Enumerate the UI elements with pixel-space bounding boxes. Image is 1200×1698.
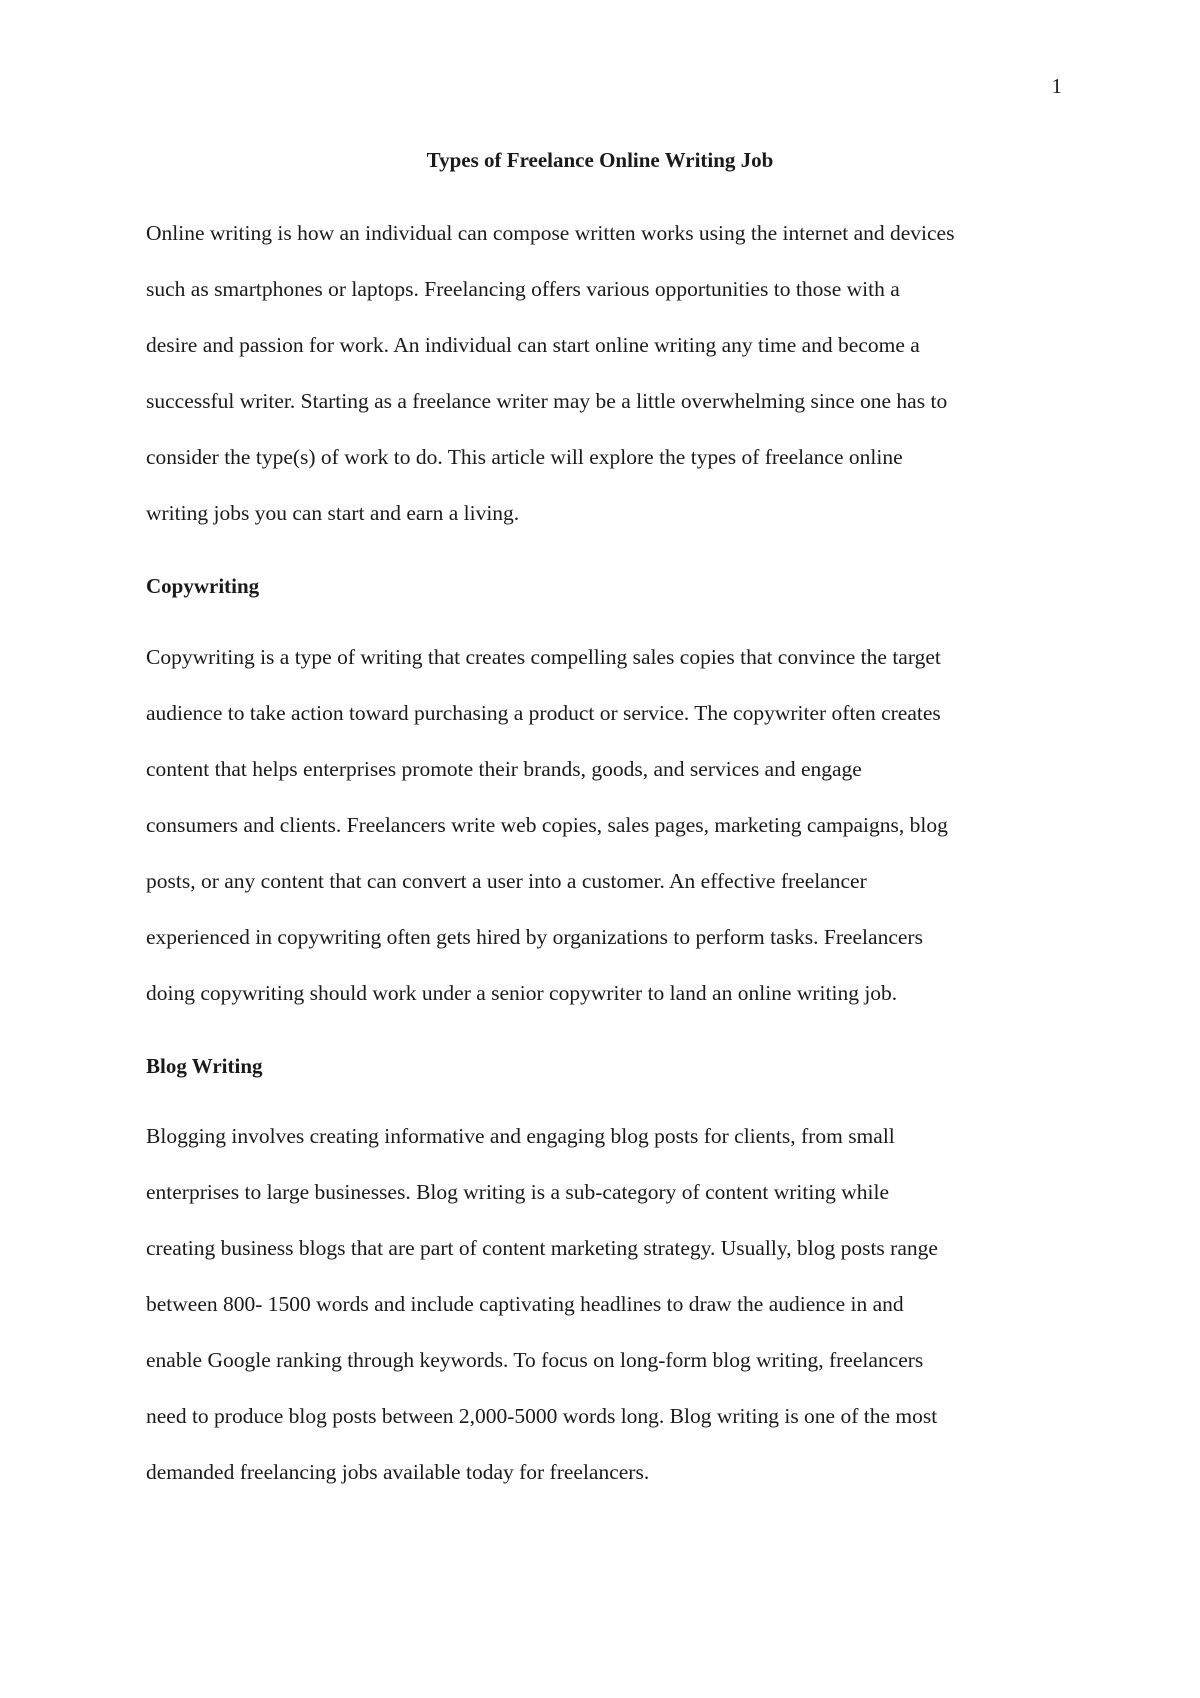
paragraph-line: enterprises to large businesses. Blog writing is a sub-category of content writing while	[146, 1180, 889, 1204]
page-number: 1	[1051, 74, 1062, 98]
paragraph-line: Copywriting is a type of writing that creates compelling sales copies that convince the target	[146, 645, 941, 669]
paragraph-line: doing copywriting should work under a senior copywriter to land an online writing job.	[146, 981, 898, 1005]
copywriting-heading: Copywriting	[146, 574, 260, 598]
intro-paragraph	[146, 219, 1066, 555]
paragraph-line: need to produce blog posts between 2,000-5000 words long. Blog writing is one of the most	[146, 1404, 938, 1428]
paragraph-line: posts, or any content that can convert a user into a customer. An effective freelancer	[146, 869, 867, 893]
paragraph-line: writing jobs you can start and earn a living.	[146, 501, 520, 525]
paragraph-line: desire and passion for work. An individual can start online writing any time and become a	[146, 333, 920, 357]
document-title: Types of Freelance Online Writing Job	[426, 148, 774, 172]
blog-writing-paragraph	[146, 1122, 1066, 1514]
paragraph-line: Blogging involves creating informative and engaging blog posts for clients, from small	[146, 1124, 895, 1148]
copywriting-paragraph	[146, 643, 1066, 1035]
paragraph-line: consider the type(s) of work to do. This article will explore the types of freelance online	[146, 445, 903, 469]
paragraph-line: enable Google ranking through keywords. To focus on long-form blog writing, freelancers	[146, 1348, 924, 1372]
paragraph-line: consumers and clients. Freelancers write web copies, sales pages, marketing campaigns, blog	[146, 813, 948, 837]
paragraph-line: creating business blogs that are part of content marketing strategy. Usually, blog posts range	[146, 1236, 938, 1260]
paragraph-line: audience to take action toward purchasing a product or service. The copywriter often creates	[146, 701, 941, 725]
paragraph-line: between 800- 1500 words and include captivating headlines to draw the audience in and	[146, 1292, 904, 1316]
paragraph-line: such as smartphones or laptops. Freelancing offers various opportunities to those with a	[146, 277, 900, 301]
paragraph-line: content that helps enterprises promote their brands, goods, and services and engage	[146, 757, 862, 781]
paragraph-line: Online writing is how an individual can compose written works using the internet and devices	[146, 221, 955, 245]
paragraph-line: demanded freelancing jobs available today for freelancers.	[146, 1460, 650, 1484]
blog-writing-heading: Blog Writing	[146, 1054, 263, 1078]
paragraph-line: experienced in copywriting often gets hired by organizations to perform tasks. Freelancers	[146, 925, 923, 949]
paragraph-line: successful writer. Starting as a freelance writer may be a little overwhelming since one has to	[146, 389, 948, 413]
